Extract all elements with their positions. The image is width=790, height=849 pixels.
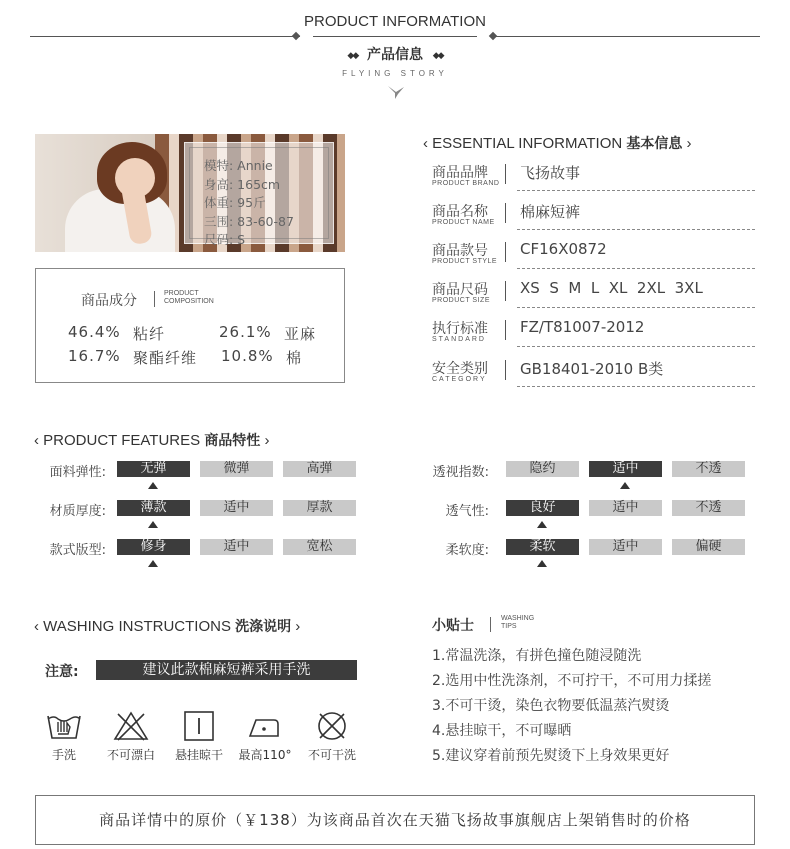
chevron-left-icon: ‹ [34, 618, 39, 635]
feature-label: 透气性: [445, 504, 489, 519]
feature-option: 厚款 [283, 500, 356, 516]
chevron-right-icon: › [686, 135, 692, 152]
dashed-rule [517, 386, 755, 387]
model-size: 尺码: S [204, 232, 246, 247]
header-rule-left [30, 36, 300, 37]
composition-pct: 16.7% [68, 347, 121, 365]
info-label-en: PRODUCT SIZE [432, 297, 490, 304]
feature-label: 透视指数: [432, 465, 489, 480]
info-value: 飞扬故事 [520, 164, 581, 182]
divider [505, 360, 506, 380]
feature-option: 高弹 [283, 461, 356, 477]
note-text: 建议此款棉麻短裤采用手洗 [96, 660, 357, 680]
info-label-en: PRODUCT NAME [432, 219, 495, 226]
dashed-rule [517, 190, 755, 191]
hang-dry-icon [181, 710, 217, 742]
feature-option-selected: 柔软 [506, 539, 579, 555]
header-title: PRODUCT INFORMATION [304, 13, 486, 30]
tip-item: 2.选用中性洗涤剂，不可拧干，不可用力揉搓 [432, 673, 712, 689]
wash-label: 最高110° [238, 748, 292, 762]
feature-label: 面料弹性: [49, 465, 106, 480]
info-label: 商品款号 [432, 243, 488, 259]
divider [490, 617, 491, 632]
info-row-category [432, 358, 755, 394]
info-row-brand [432, 162, 755, 198]
composition-pct: 26.1% [219, 323, 272, 341]
divider [154, 291, 155, 307]
chevron-left-icon: ‹ [34, 432, 39, 449]
feature-option-selected: 适中 [589, 461, 662, 477]
chevron-right-icon: › [295, 618, 301, 635]
tips-title-en: WASHING TIPS [501, 615, 535, 630]
brand-subtitle: FLYING STORY [342, 69, 448, 78]
features-title: ‹ PRODUCT FEATURES 商品特性 › [34, 432, 270, 449]
model-info-box [184, 142, 334, 247]
composition-box [35, 268, 345, 383]
info-label: 商品品牌 [432, 165, 488, 181]
feature-option: 微弹 [200, 461, 273, 477]
diamond-icon [489, 32, 497, 40]
header-title-cn: ◆◆ 产品信息 ◆◆ [347, 47, 443, 63]
model-measurements: 三围: 83-60-87 [204, 214, 294, 229]
divider [505, 164, 506, 184]
feature-option: 偏硬 [672, 539, 745, 555]
bird-logo-icon [386, 84, 406, 100]
composition-title-en: PRODUCT COMPOSITION [164, 290, 214, 305]
header-rule-center [313, 36, 477, 37]
wash-label: 不可干洗 [307, 748, 356, 762]
diamond-pair-icon: ◆◆ [432, 51, 443, 61]
hand-wash-icon [46, 710, 82, 742]
dashed-rule [517, 346, 755, 347]
feature-option: 不透 [672, 461, 745, 477]
info-label-en: PRODUCT BRAND [432, 180, 500, 187]
tip-item: 5.建议穿着前预先熨烫下上身效果更好 [432, 748, 670, 764]
note-label: 注意: [45, 664, 79, 680]
feature-label: 款式版型: [49, 543, 106, 558]
info-label: 执行标准 [432, 321, 488, 337]
composition-title: 商品成分 [81, 293, 137, 309]
composition-material: 棉 [286, 349, 303, 367]
tip-item: 1.常温洗涤，有拼色撞色随浸随洗 [432, 648, 642, 664]
info-row-standard [432, 318, 755, 354]
wash-label: 不可漂白 [106, 748, 155, 762]
info-row-name [432, 201, 755, 237]
model-photo [35, 134, 345, 252]
no-dry-clean-icon [314, 710, 350, 742]
composition-pct: 10.8% [221, 347, 274, 365]
selection-marker-icon [537, 521, 547, 528]
tip-item: 4.悬挂晾干，不可曝晒 [432, 723, 572, 739]
feature-option-selected: 薄款 [117, 500, 190, 516]
info-value: CF16X0872 [520, 240, 607, 258]
price-disclaimer: 商品详情中的原价（￥138）为该商品首次在天猫飞扬故事旗舰店上架销售时的价格 [35, 795, 755, 845]
info-row-style [432, 240, 755, 276]
divider [505, 242, 506, 262]
feature-option: 隐约 [506, 461, 579, 477]
essential-info-title: ‹ ESSENTIAL INFORMATION 基本信息 › [423, 135, 692, 152]
no-bleach-icon [113, 710, 149, 742]
selection-marker-icon [537, 560, 547, 567]
model-name: 模特: Annie [204, 158, 273, 173]
chevron-left-icon: ‹ [423, 135, 428, 152]
washing-title: ‹ WASHING INSTRUCTIONS 洗涤说明 › [34, 618, 301, 635]
divider [505, 203, 506, 223]
selection-marker-icon [148, 521, 158, 528]
diamond-pair-icon: ◆◆ [347, 51, 358, 61]
info-label: 商品名称 [432, 204, 488, 220]
feature-option: 适中 [200, 500, 273, 516]
info-value: FZ/T81007-2012 [520, 318, 645, 336]
info-label: 安全类别 [432, 361, 488, 377]
diamond-icon [292, 32, 300, 40]
selection-marker-icon [148, 560, 158, 567]
feature-option-selected: 修身 [117, 539, 190, 555]
feature-option: 适中 [589, 500, 662, 516]
feature-option-selected: 良好 [506, 500, 579, 516]
header-rule-right [490, 36, 760, 37]
chevron-right-icon: › [264, 432, 270, 449]
feature-label: 材质厚度: [49, 504, 106, 519]
info-label-en: STANDARD [432, 336, 486, 343]
composition-material: 聚酯纤维 [133, 349, 198, 367]
feature-option: 适中 [589, 539, 662, 555]
feature-label: 柔软度: [445, 543, 489, 558]
wash-label: 悬挂晾干 [174, 748, 223, 762]
info-label: 商品尺码 [432, 282, 488, 298]
feature-option: 宽松 [283, 539, 356, 555]
feature-option-selected: 无弹 [117, 461, 190, 477]
tips-title: 小贴士 [432, 618, 474, 634]
dashed-rule [517, 268, 755, 269]
info-value: GB18401-2010 B类 [520, 360, 664, 378]
info-label-en: PRODUCT STYLE [432, 258, 498, 265]
info-label-en: CATEGORY [432, 376, 487, 383]
selection-marker-icon [148, 482, 158, 489]
info-row-size [432, 279, 755, 315]
wash-label: 手洗 [51, 748, 76, 762]
info-value: XS S M L XL 2XL 3XL [520, 279, 703, 297]
model-weight: 体重: 95斤 [204, 195, 266, 210]
iron-icon [246, 710, 282, 742]
tip-item: 3.不可干烫，染色衣物要低温蒸汽熨烫 [432, 698, 670, 714]
feature-option: 适中 [200, 539, 273, 555]
composition-pct: 46.4% [68, 323, 121, 341]
composition-material: 亚麻 [284, 325, 317, 343]
info-value: 棉麻短裤 [520, 203, 581, 221]
model-height: 身高: 165cm [204, 177, 281, 192]
dashed-rule [517, 229, 755, 230]
divider [505, 320, 506, 340]
composition-material: 粘纤 [133, 325, 166, 343]
divider [505, 281, 506, 301]
dashed-rule [517, 307, 755, 308]
selection-marker-icon [620, 482, 630, 489]
feature-option: 不透 [672, 500, 745, 516]
